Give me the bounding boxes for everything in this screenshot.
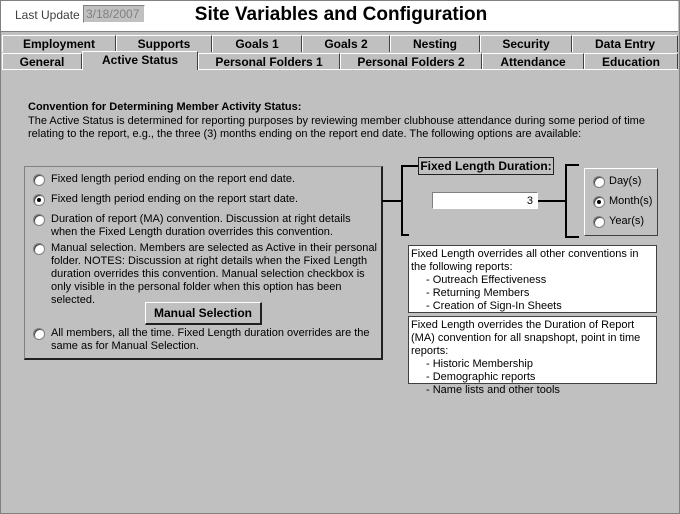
activity-convention-group <box>24 166 383 360</box>
radio-end-date[interactable] <box>33 174 45 186</box>
manual-selection-button[interactable]: Manual Selection <box>145 302 262 325</box>
info-box-duration-of-report <box>408 316 657 396</box>
tab-personal-folders-2[interactable]: Personal Folders 2 <box>340 53 482 70</box>
option-manual-selection-label: Manual selection. Members are selected as Active in their personal folder. NOTES: Discussion at right details when the Fixed Length duration overrides this convention. Manual selection checkbox is only visible in the personal folder when this option has been selected. <box>51 242 377 306</box>
fixed-length-duration-label: Fixed Length Duration: <box>418 157 554 175</box>
connector-bracket-top <box>401 165 418 167</box>
radio-duration-of-report[interactable] <box>33 214 45 226</box>
radio-manual-selection[interactable] <box>33 243 45 255</box>
connector-line-right <box>538 200 566 202</box>
header-bar <box>1 1 678 32</box>
info-box-all-conventions <box>408 245 657 313</box>
tab-supports[interactable]: Supports <box>116 35 212 52</box>
convention-description: The Active Status is determined for reporting purposes by reviewing member clubhouse attendance during some period of time relating to the report, e.g., the three (3) months ending on the report end date. The following options are available: <box>28 115 645 140</box>
info-box-all-conventions-intro: Fixed Length overrides all other conventions in the following reports: <box>411 248 639 273</box>
option-end-date-label: Fixed length period ending on the report end date. <box>51 173 296 185</box>
tab-attendance[interactable]: Attendance <box>482 53 584 70</box>
unit-days-label: Day(s) <box>609 175 642 187</box>
radio-months[interactable] <box>593 196 605 208</box>
option-duration-of-report-label: Duration of report (MA) convention. Discussion at right details when the Fixed Length duration overrides this convention. <box>51 213 351 238</box>
tab-education[interactable]: Education <box>584 53 678 70</box>
connector-line <box>382 200 402 202</box>
convention-heading: Convention for Determining Member Activity Status: <box>28 101 302 113</box>
tab-personal-folders-1[interactable]: Personal Folders 1 <box>198 53 340 70</box>
info-item-returning: - Returning Members <box>426 287 530 299</box>
radio-days[interactable] <box>593 176 605 188</box>
option-start-date-label: Fixed length period ending on the report start date. <box>51 193 299 205</box>
info-box-duration-intro: Fixed Length overrides the Duration of Report (MA) convention for all snapshopt, point in time reports: <box>411 319 641 357</box>
connector-bracket <box>401 165 403 236</box>
tab-data-entry[interactable]: Data Entry <box>572 35 678 52</box>
info-item-demographic: - Demographic reports <box>426 371 536 383</box>
tab-goals-2[interactable]: Goals 2 <box>302 35 390 52</box>
info-item-outreach: - Outreach Effectiveness <box>426 274 547 286</box>
connector-bracket-bottom <box>401 234 409 236</box>
info-item-sign-in: - Creation of Sign-In Sheets <box>426 300 562 312</box>
connector-bracket-right-top <box>565 164 579 166</box>
connector-bracket-right-bottom <box>565 236 579 238</box>
duration-unit-group <box>584 168 658 236</box>
unit-years-label: Year(s) <box>609 215 645 227</box>
tab-general[interactable]: General <box>2 53 82 70</box>
unit-months-label: Month(s) <box>609 195 653 207</box>
connector-bracket-right <box>565 164 567 238</box>
last-update-label: Last Update <box>15 8 80 22</box>
info-item-historic: - Historic Membership <box>426 358 533 370</box>
tab-employment[interactable]: Employment <box>2 35 116 52</box>
tab-active-status[interactable]: Active Status <box>82 51 198 70</box>
page-title: Site Variables and Configuration <box>194 4 488 25</box>
radio-all-members[interactable] <box>33 328 45 340</box>
radio-years[interactable] <box>593 216 605 228</box>
last-update-field: 3/18/2007 <box>83 5 145 23</box>
option-all-members-label: All members, all the time. Fixed Length duration overrides are the same as for Manual Selection. <box>51 327 370 352</box>
tab-nesting[interactable]: Nesting <box>390 35 480 52</box>
info-item-name-lists: - Name lists and other tools <box>426 384 560 396</box>
tab-goals-1[interactable]: Goals 1 <box>212 35 302 52</box>
radio-start-date[interactable] <box>33 194 45 206</box>
fixed-length-duration-input[interactable]: 3 <box>432 192 538 209</box>
tab-security[interactable]: Security <box>480 35 572 52</box>
